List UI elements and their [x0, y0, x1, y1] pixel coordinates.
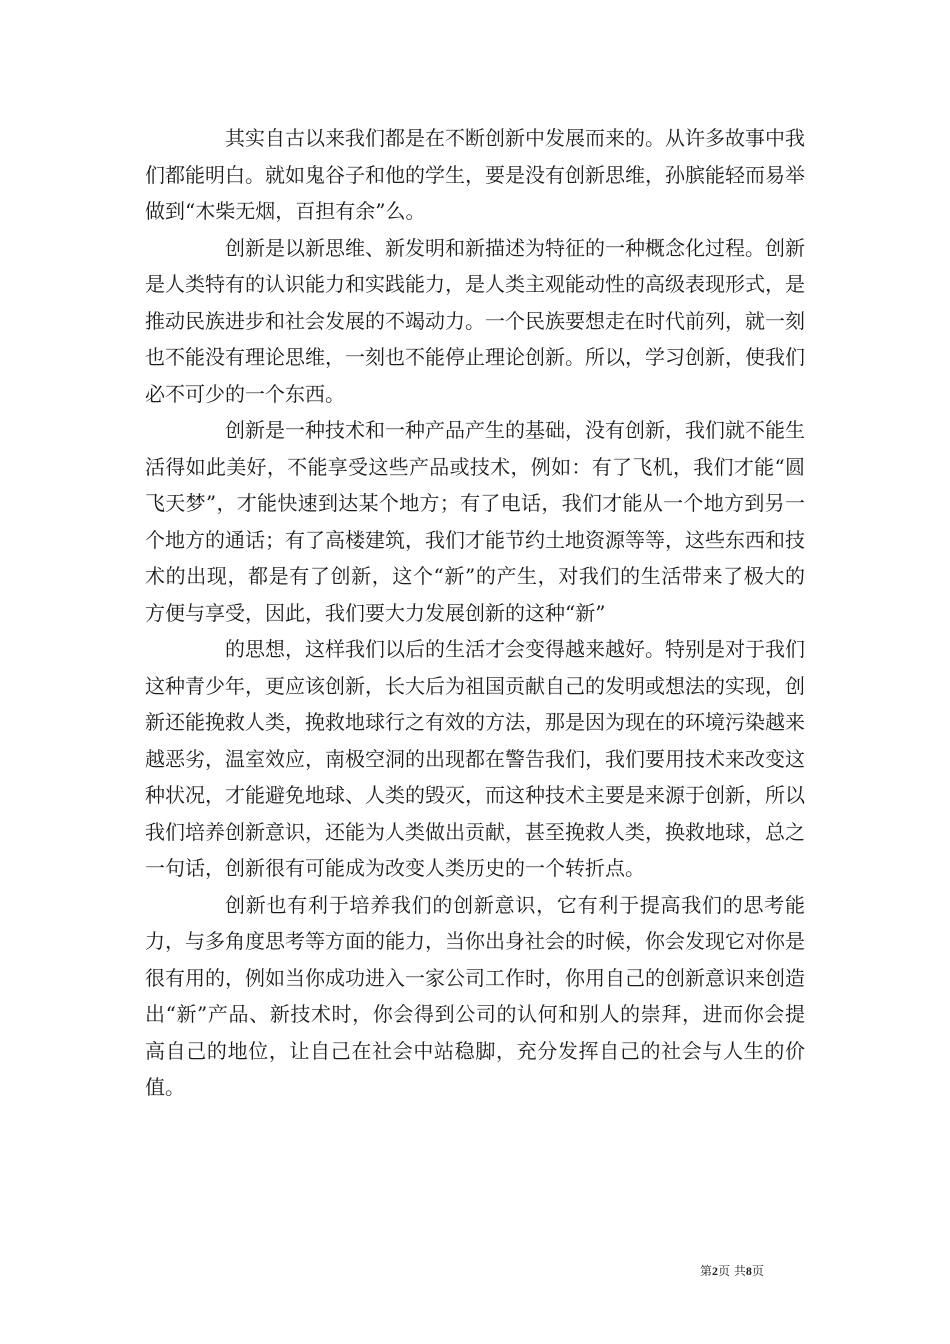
total-pages-number: 8 [745, 1264, 752, 1278]
current-page-number: 2 [712, 1264, 719, 1278]
page-number-footer [700, 1262, 810, 1279]
paragraph-2: 创新是以新思维、新发明和新描述为特征的一种概念化过程。创新是人类特有的认识能力和实践能力，是人类主观能动性的高级表现形式，是推动民族进步和社会发展的不竭动力。一个民族要想走在时代前列，就一刻也不能没有理论思维，一刻也不能停止理论创新。所以，学习创新，使我们必不可少的一个东西。 [145, 235, 805, 406]
paragraph-5: 创新也有利于培养我们的创新意识，它有利于提高我们的思考能力，与多角度思考等方面的能力，当你出身社会的时候，你会发现它对你是很有用的，例如当你成功进入一家公司工作时，你用自己的创新意识来创造出“新”产品、新技术时，你会得到公司的认何和别人的崇拜，进而你会提高自己的地位，让自己在社会中站稳脚，充分发挥自己的社会与人生的价值。 [145, 892, 805, 1099]
document-body [145, 120, 805, 1106]
paragraph-4: 的思想，这样我们以后的生活才会变得越来越好。特别是对于我们这种青少年，更应该创新，长大后为祖国贡献自己的发明或想法的实现，创新还能挽救人类，挽救地球行之有效的方法，那是因为现在的环境污染越来越恶劣，温室效应，南极空洞的出现都在警告我们，我们要用技术来改变这种状况，才能避免地球、人类的毁灭，而这种技术主要是来源于创新，所以我们培养创新意识，还能为人类做出贡献，甚至挽救人类，换救地球，总之一句话，创新很有可能成为改变人类历史的一个转折点。 [145, 637, 805, 880]
footer-suffix: 页 [751, 1264, 764, 1278]
paragraph-1: 其实自古以来我们都是在不断创新中发展而来的。从许多故事中我们都能明白。就如鬼谷子和他的学生，要是没有创新思维，孙膑能轻而易举做到“木柴无烟，百担有余”么。 [145, 126, 805, 223]
footer-middle: 页 共 [718, 1264, 746, 1278]
paragraph-3: 创新是一种技术和一种产品产生的基础，没有创新，我们就不能生活得如此美好，不能享受这些产品或技术，例如：有了飞机，我们才能“圆飞天梦”，才能快速到达某个地方；有了电话，我们才能从一个地方到另一个地方的通话；有了高楼建筑，我们才能节约土地资源等等，这些东西和技术的出现，都是有了创新，这个“新”的产生，对我们的生活带来了极大的方便与享受，因此，我们要大力发展创新的这种“新” [145, 418, 805, 625]
footer-prefix: 第 [700, 1264, 713, 1278]
